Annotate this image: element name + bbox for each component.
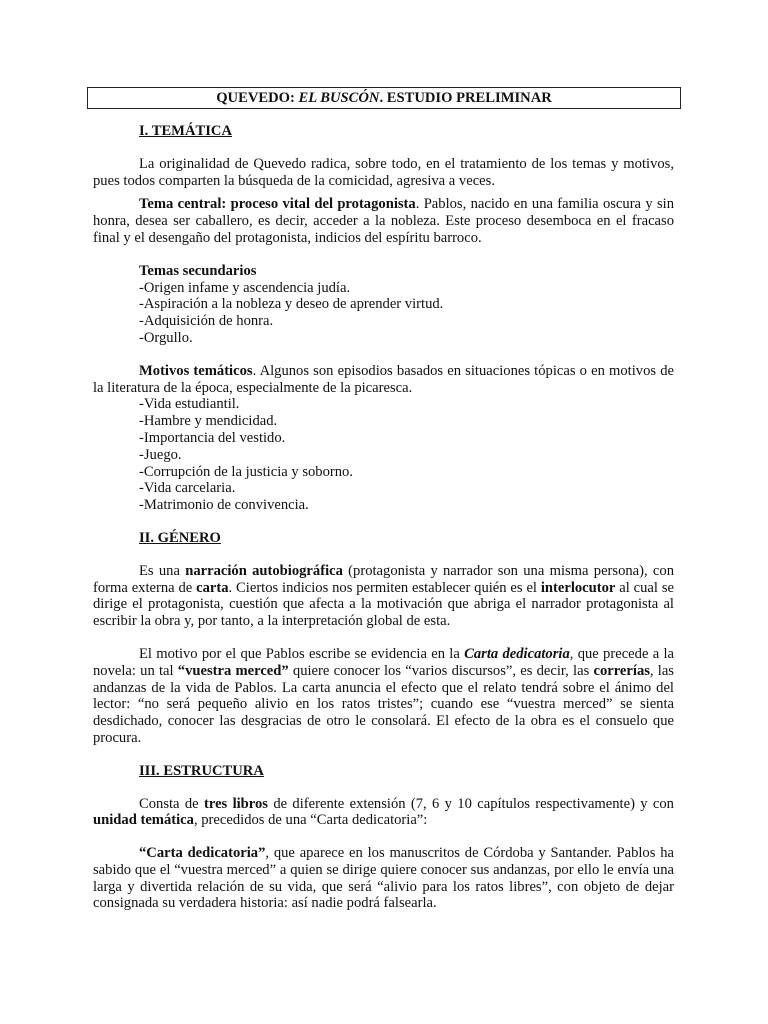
list-item: -Vida carcelaria. xyxy=(139,480,236,497)
text-run-bold: interlocutor xyxy=(540,579,616,596)
section-heading-estructura: III. ESTRUCTURA xyxy=(139,762,264,779)
list-item: -Origen infame y ascendencia judía. xyxy=(139,279,351,296)
section-heading-tematica: I. TEMÁTICA xyxy=(139,123,232,139)
text-run: El motivo por el que Pablos escribe se evidencia en la xyxy=(139,645,465,662)
paragraph-genero-1 xyxy=(93,563,674,630)
title-rest: . ESTUDIO PRELIMINAR xyxy=(379,90,552,106)
text-run: de diferente extensión (7, 6 y 10 capítulos respectivamente) y con xyxy=(267,795,674,812)
text-run: Consta de xyxy=(139,795,204,812)
text-run-bold: “Carta dedicatoria” xyxy=(139,845,266,862)
text-run: Es una xyxy=(139,562,186,579)
list-item: -Corrupción de la justicia y soborno. xyxy=(139,463,353,480)
list-item: -Juego. xyxy=(139,446,182,463)
list-item: -Hambre y mendicidad. xyxy=(139,413,278,430)
title-work: EL BUSCÓN xyxy=(298,90,380,106)
text-run: , las andanzas de la vida de Pablos. La carta anuncia el efecto que el relato tendrá sobre el ánimo del lector: “no será pequeño alivio en los ratos tristes”; cuando ese “vuestra merced” se sienta desdichado, conocer las desgracias de otro le consolará. El efecto de la obra es el consuelo que procura. xyxy=(93,662,674,746)
text-run-bold: correrías xyxy=(593,662,650,679)
document-title xyxy=(87,87,681,109)
paragraph-genero-2 xyxy=(93,646,674,747)
text-run-bold: “vuestra merced” xyxy=(177,662,289,679)
text-run-bold-italic: Carta dedicatoria xyxy=(464,645,570,662)
motivos-label: Motivos temáticos xyxy=(139,362,253,379)
motivos-text: . Algunos son episodios basados en situaciones tópicas o en motivos de la literatura de la época, especialmente de la picaresca. xyxy=(93,362,674,396)
text-run: al cual se dirige el protagonista, cuestión que afecta a la motivación que abriga el narrador protagonista al escribir la obra y, por tanto, a la interpretación global de esta. xyxy=(93,579,674,630)
tema-central-label: Tema central: proceso vital del protagonista xyxy=(139,196,416,213)
document-body xyxy=(93,123,674,912)
text-run: , que aparece en los manuscritos de Córdoba y Santander. Pablos ha sabido que el “vuestra merced” a quien se dirige quiere conocer sus andanzas, por ello le envía una larga y divertida relación de su vida, que será “alivio para los ratos libres”, con objeto de dejar consignada su verdadera historia: así nadie podrá falsearla. xyxy=(93,845,674,912)
text-run-bold: unidad temática xyxy=(93,812,194,829)
paragraph-tematica-intro: La originalidad de Quevedo radica, sobre todo, en el tratamiento de los temas y motivos, pues todos comparten la búsqueda de la comicidad, agresiva a veces. xyxy=(93,155,674,189)
list-item: -Orgullo. xyxy=(139,329,193,346)
text-run: . Ciertos indicios nos permiten establecer quién es el xyxy=(228,579,541,596)
title-author: QUEVEDO: xyxy=(216,90,299,106)
text-run: , que precede a la novela: un tal xyxy=(93,645,674,679)
list-item: -Aspiración a la nobleza y deseo de aprender virtud. xyxy=(139,296,444,313)
list-item: -Matrimonio de convivencia. xyxy=(139,497,309,514)
text-run-bold: narración autobiográfica xyxy=(185,562,343,579)
paragraph-estructura-1 xyxy=(93,796,674,830)
section-heading-genero: II. GÉNERO xyxy=(139,529,221,546)
paragraph-carta-dedicatoria xyxy=(93,845,674,912)
text-run-bold: carta xyxy=(196,579,229,596)
list-item: -Vida estudiantil. xyxy=(139,396,240,413)
text-run-bold: tres libros xyxy=(204,795,268,812)
tema-central-text: . Pablos, nacido en una familia oscura y sin honra, desea ser caballero, es decir, acceder a la nobleza. Este proceso desemboca en el fracaso final y el desengaño del protagonista, indicios del espíritu barroco. xyxy=(93,196,674,246)
text-run: , precedidos de una “Carta dedicatoria”: xyxy=(193,812,428,829)
list-item: -Adquisición de honra. xyxy=(139,313,274,330)
paragraph-motivos xyxy=(93,363,674,397)
list-item: -Importancia del vestido. xyxy=(139,429,286,446)
text-run: (protagonista y narrador son una misma persona), con forma externa de xyxy=(93,562,675,596)
paragraph-tema-central xyxy=(93,196,674,246)
temas-secundarios-heading: Temas secundarios xyxy=(139,262,257,279)
text-run: quiere conocer los “varios discursos”, es decir, las xyxy=(288,662,594,679)
